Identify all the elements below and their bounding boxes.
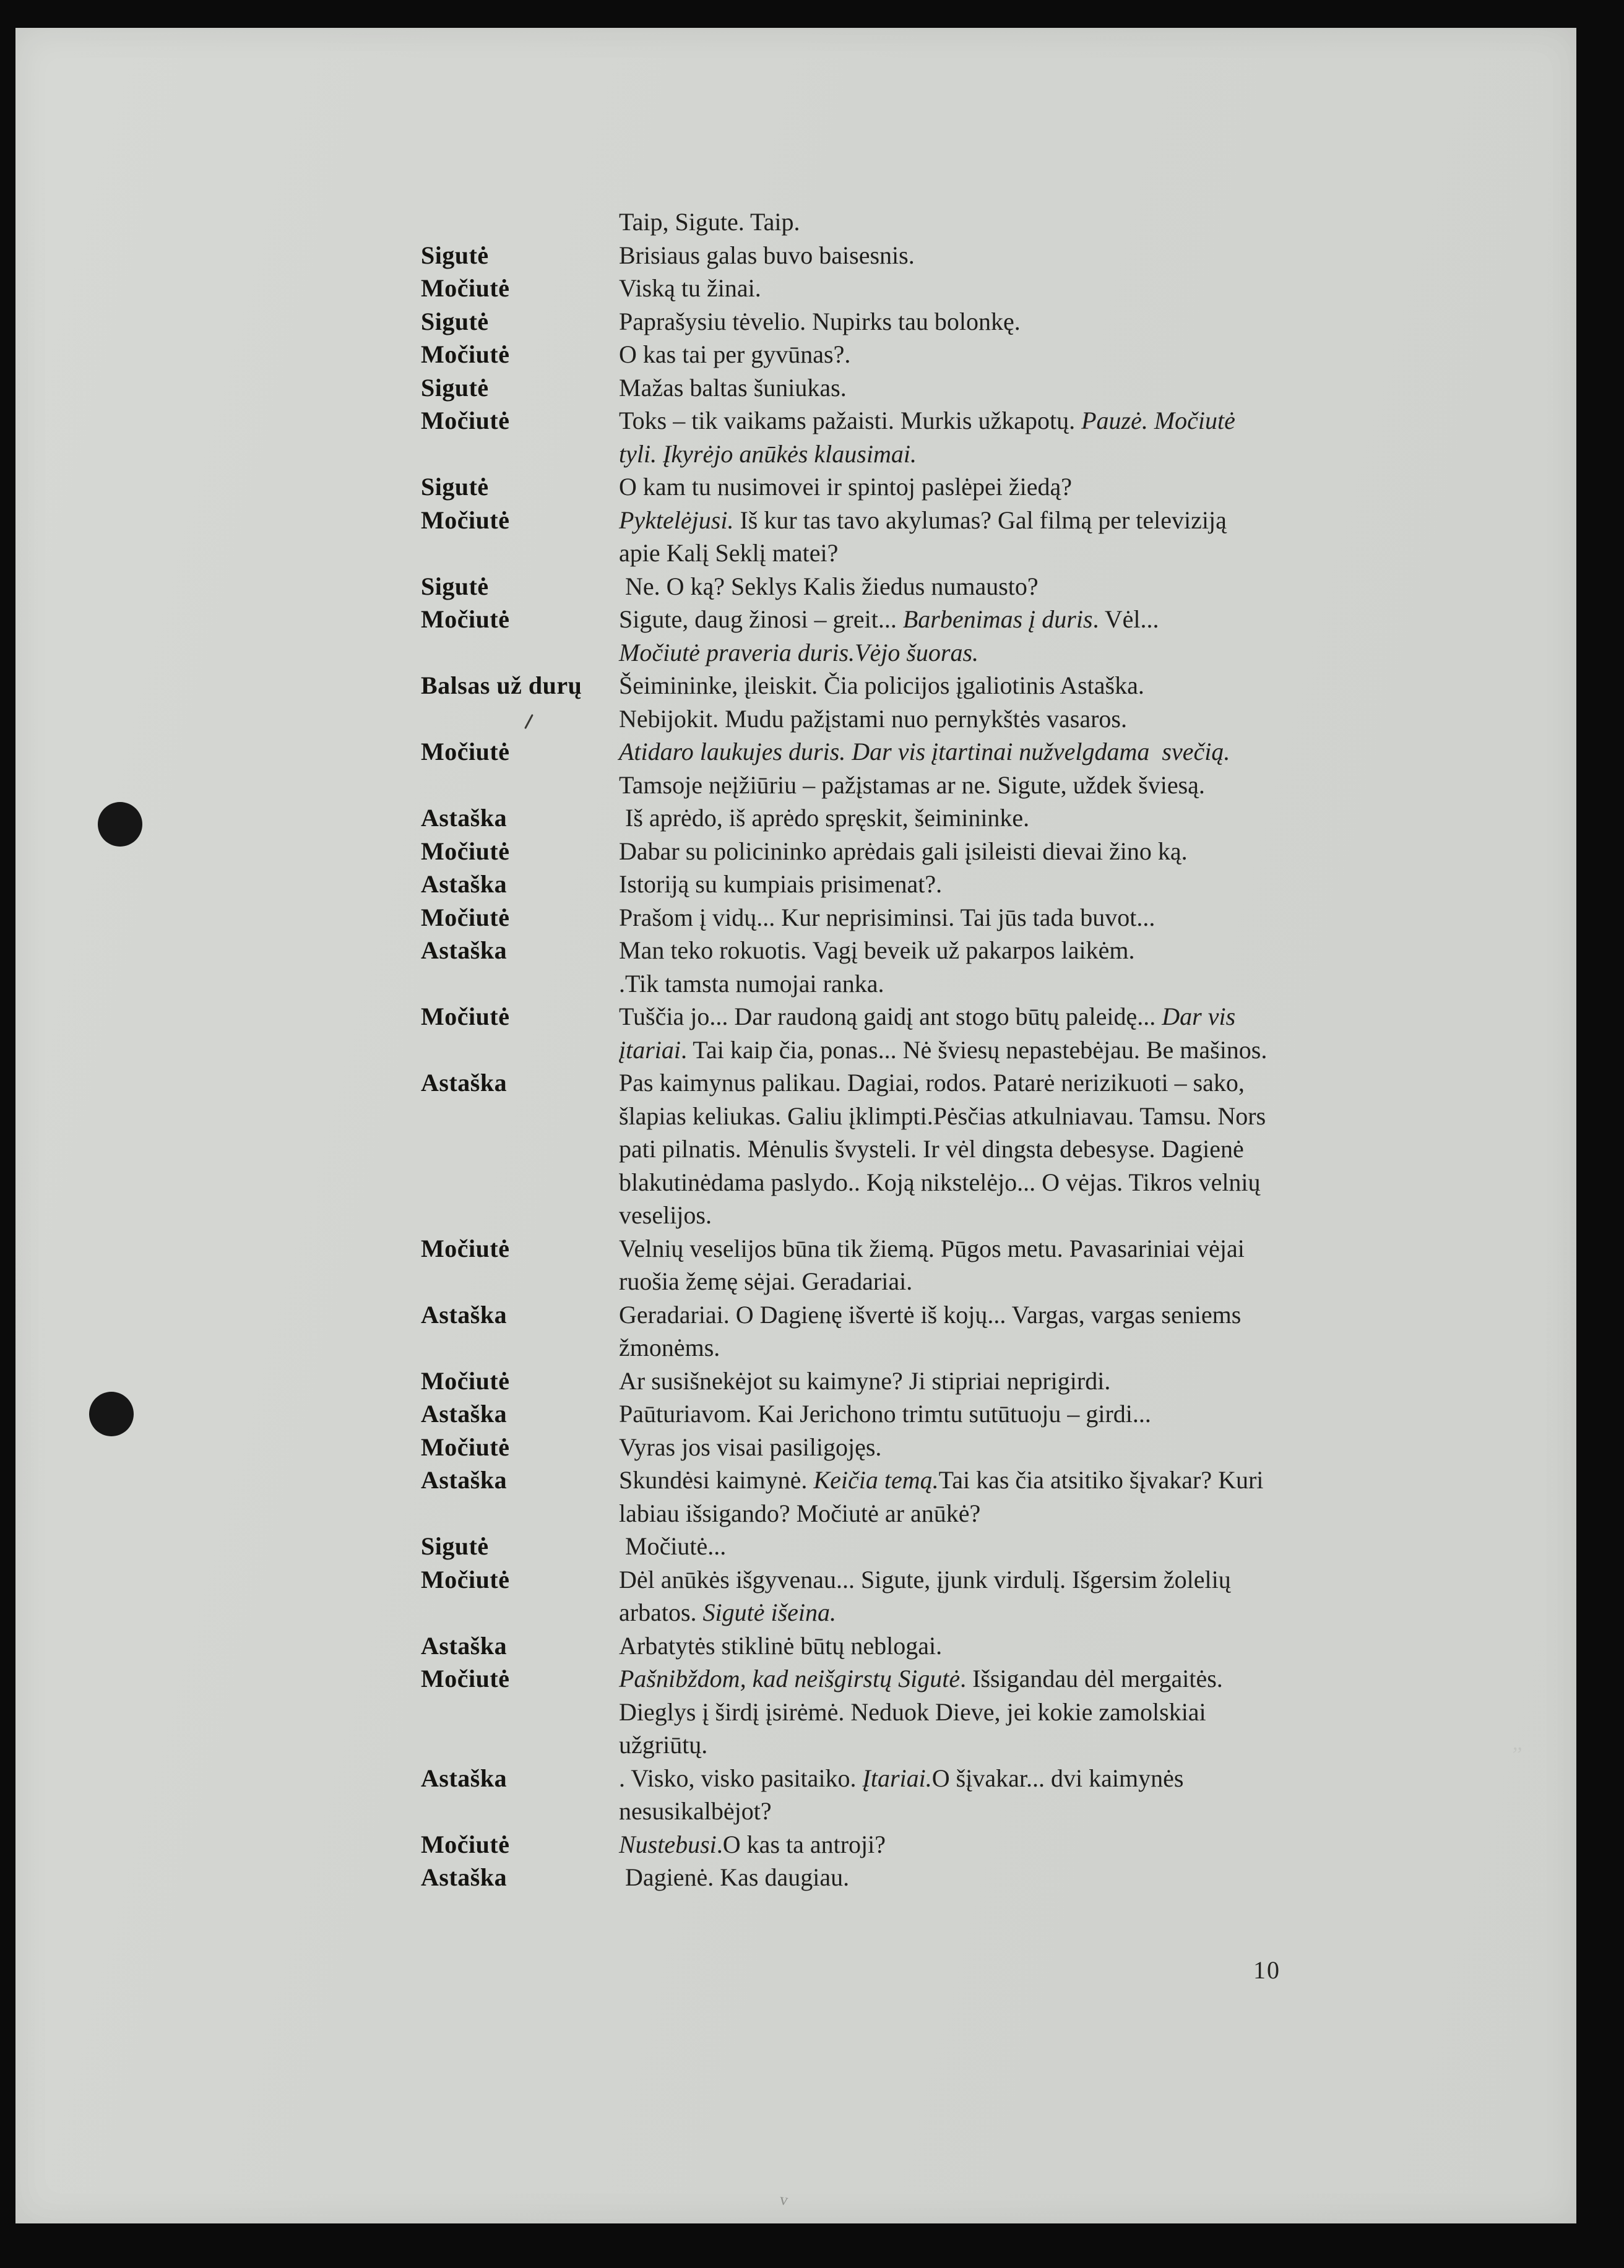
dialogue-row <box>421 669 1498 735</box>
dialogue-line: Taip, Sigute. Taip. <box>619 208 800 236</box>
dialogue-text <box>619 603 1498 669</box>
dialogue-text <box>619 801 1498 835</box>
dialogue-row <box>421 371 1498 405</box>
dialogue-row <box>421 1397 1498 1431</box>
smudge-mark: v <box>779 2190 790 2209</box>
dialogue-row <box>421 338 1498 371</box>
dialogue-text <box>619 868 1498 901</box>
speaker-label: Astaška <box>421 804 508 832</box>
dialogue-line: Nustebusi.O kas ta antroji? <box>619 1830 886 1858</box>
dialogue-text <box>619 338 1498 371</box>
dialogue-row <box>421 801 1498 835</box>
speaker-label: Močiutė <box>421 1433 510 1461</box>
speaker-label: Močiutė <box>421 506 510 534</box>
dialogue-line: žmonėms. <box>619 1334 720 1361</box>
dialogue-line: Velnių veselijos būna tik žiemą. Pūgos metu. Pavasariniai vėjai <box>619 1234 1245 1262</box>
dialogue-text <box>619 1762 1498 1828</box>
speaker-label: Močiutė <box>421 605 510 633</box>
dialogue-text <box>619 1464 1498 1530</box>
dialogue-line: Pašnibždom, kad neišgirstų Sigutė. Išsigandau dėl mergaitės. <box>619 1665 1223 1692</box>
dialogue-text <box>619 1662 1498 1762</box>
dialogue-text <box>619 1629 1498 1663</box>
dialogue-row <box>421 1563 1498 1629</box>
dialogue-line: Tuščia jo... Dar raudoną gaidį ant stogo būtų paleidę... Dar vis <box>619 1002 1236 1030</box>
dialogue-row <box>421 868 1498 901</box>
dialogue-row <box>421 470 1498 504</box>
dialogue-line: veselijos. <box>619 1201 712 1229</box>
dialogue-line: arbatos. Sigutė išeina. <box>619 1598 837 1626</box>
speaker-label: Astaška <box>421 1300 508 1329</box>
dialogue-text <box>619 1828 1498 1861</box>
dialogue-line: O kam tu nusimovei ir spintoj paslėpei žiedą? <box>619 473 1073 501</box>
dialogue-row <box>421 305 1498 338</box>
dialogue-line: Pas kaimynus palikau. Dagiai, rodos. Patarė nerizikuoti – sako, <box>619 1069 1245 1097</box>
dialogue-row <box>421 603 1498 669</box>
hole-punch-top <box>98 802 142 847</box>
dialogue-row <box>421 504 1498 570</box>
speaker-label: Močiutė <box>421 274 510 302</box>
dialogue-row <box>421 1000 1498 1066</box>
speaker-label: Močiutė <box>421 407 510 434</box>
dialogue-row <box>421 239 1498 272</box>
speaker-label: Sigutė <box>421 307 489 335</box>
dialogue-line: .Tik tamsta numojai ranka. <box>619 969 884 998</box>
dialogue-line: šlapias keliukas. Galiu įklimpti.Pėsčias atkulniavau. Tamsu. Nors <box>619 1102 1266 1130</box>
dialogue-text <box>619 371 1498 405</box>
dialogue-line: O kas tai per gyvūnas?. <box>619 340 851 368</box>
dialogue-text <box>619 1365 1498 1398</box>
dialogue-line: užgriūtų. <box>619 1731 708 1759</box>
dialogue-row <box>421 835 1498 868</box>
dialogue-line: Iš aprėdo, iš aprėdo spręskit, šeimininke. <box>619 804 1030 832</box>
speaker-label: Balsas už durų <box>421 671 582 699</box>
dialogue-line: Geradariai. O Dagienę išvertė iš kojų... Vargas, vargas seniems <box>619 1300 1242 1329</box>
dialogue-line: Paprašysiu tėvelio. Nupirks tau bolonkę. <box>619 307 1021 335</box>
dialogue-line: Nebijokit. Mudu pažįstami nuo pernykštės vasaros. <box>619 704 1127 733</box>
dialogue-row <box>421 1431 1498 1464</box>
speaker-label: Močiutė <box>421 1665 510 1692</box>
dialogue-row <box>421 934 1498 1000</box>
dialogue-line: Dagienė. Kas daugiau. <box>619 1863 850 1891</box>
dialogue-line: nesusikalbėjot? <box>619 1797 772 1825</box>
dialogue-line: blakutinėdama paslydo.. Koją nikstelėjo... O vėjas. Tikros velnių <box>619 1168 1261 1196</box>
dialogue-text <box>619 1066 1498 1232</box>
dialogue-row <box>421 1464 1498 1530</box>
dialogue-line: Ne. O ką? Seklys Kalis žiedus numausto? <box>619 572 1039 600</box>
speaker-label: Astaška <box>421 1631 508 1660</box>
speaker-label: Močiutė <box>421 340 510 368</box>
page <box>15 28 1576 2223</box>
dialogue-line: pati pilnatis. Mėnulis švysteli. Ir vėl dingsta debesyse. Dagienė <box>619 1135 1244 1163</box>
dialogue-text <box>619 504 1498 570</box>
speaker-label <box>421 205 619 239</box>
dialogue-text <box>619 934 1498 1000</box>
dialogue-line: Dėl anūkės išgyvenau... Sigute, įjunk virdulį. Išgersim žolelių <box>619 1565 1231 1593</box>
dialogue-text <box>619 669 1498 735</box>
dialogue-row <box>421 205 1498 239</box>
dialogue-line: Mažas baltas šuniukas. <box>619 373 847 402</box>
dialogue-text <box>619 1563 1498 1629</box>
dialogue-row <box>421 1828 1498 1861</box>
dialogue-text <box>619 1397 1498 1431</box>
dialogue-text <box>619 1861 1498 1894</box>
speaker-label: Astaška <box>421 1863 508 1891</box>
dialogue-row <box>421 1066 1498 1232</box>
dialogue-text <box>619 1232 1498 1298</box>
speaker-label: Močiutė <box>421 1565 510 1593</box>
speaker-label: Močiutė <box>421 1002 510 1030</box>
dialogue-text <box>619 470 1498 504</box>
dialogue-row <box>421 1232 1498 1298</box>
dialogue-text <box>619 272 1498 305</box>
speaker-label: Močiutė <box>421 1234 510 1262</box>
dialogue-line: Man teko rokuotis. Vagį beveik už pakarpos laikėm. <box>619 936 1135 964</box>
dialogue-line: Močiutė praveria duris.Vėjo šuoras. <box>619 638 979 666</box>
dialogue-text <box>619 901 1498 934</box>
dialogue-row <box>421 735 1498 801</box>
dialogue-line: Ar susišnekėjot su kaimyne? Ji stipriai neprigirdi. <box>619 1366 1111 1395</box>
dialogue-text <box>619 404 1498 470</box>
dialogue-line: Močiutė... <box>619 1532 727 1560</box>
speaker-label: Sigutė <box>421 572 489 600</box>
dialogue-row <box>421 1298 1498 1365</box>
dialogue-line: Viską tu žinai. <box>619 274 761 302</box>
dialogue-line: Dabar su policininko aprėdais gali įsileisti dievai žino ką. <box>619 837 1188 865</box>
dialogue-line: Brisiaus galas buvo baisesnis. <box>619 241 915 269</box>
speaker-label: Močiutė <box>421 738 510 765</box>
dialogue-line: ruošia žemę sėjai. Geradariai. <box>619 1267 913 1295</box>
speaker-label: Močiutė <box>421 837 510 865</box>
speaker-label: Sigutė <box>421 1532 489 1560</box>
dialogue-line: Šeimininke, įleiskit. Čia policijos įgaliotinis Astaška. <box>619 671 1144 699</box>
dialogue-line: apie Kalį Seklį matei? <box>619 539 839 567</box>
speaker-label: Astaška <box>421 1400 508 1428</box>
dialogue-line: . Visko, visko pasitaiko. Įtariai.O šįvakar... dvi kaimynės <box>619 1764 1184 1792</box>
dialogue-text <box>619 205 1498 239</box>
dialogue-text <box>619 239 1498 272</box>
dialogue-line: Tamsoje neįžiūriu – pažįstamas ar ne. Sigute, uždek šviesą. <box>619 770 1205 799</box>
dialogue-line: tyli. Įkyrėjo anūkės klausimai. <box>619 439 917 468</box>
dialogue-line: Istoriją su kumpiais prisimenat?. <box>619 870 943 898</box>
dialogue-text <box>619 305 1498 338</box>
dialogue-line: Arbatytės stiklinė būtų neblogai. <box>619 1631 943 1660</box>
dialogue-line: Atidaro laukujes duris. Dar vis įtartinai nužvelgdama svečią. <box>619 738 1230 765</box>
emboss-mark: ’’ <box>1510 1743 1522 1766</box>
dialogue-text <box>619 1431 1498 1464</box>
dialogue-line: Skundėsi kaimynė. Keičia temą.Tai kas čia atsitiko šįvakar? Kuri <box>619 1466 1264 1494</box>
speaker-label: Astaška <box>421 1764 508 1792</box>
speaker-label: Sigutė <box>421 241 489 269</box>
dialogue-line: Prašom į vidų... Kur neprisiminsi. Tai jūs tada buvot... <box>619 903 1155 931</box>
dialogue-line: Dieglys į širdį įsirėmė. Neduok Dieve, jei kokie zamolskiai <box>619 1697 1206 1726</box>
dialogue-text <box>619 835 1498 868</box>
dialogue-row <box>421 272 1498 305</box>
speaker-label: Sigutė <box>421 373 489 402</box>
speaker-label: Astaška <box>421 1069 508 1097</box>
dialogue-row <box>421 1530 1498 1563</box>
page-number: 10 <box>1253 1956 1281 1984</box>
speaker-label: Sigutė <box>421 473 489 501</box>
dialogue-line: labiau išsigando? Močiutė ar anūkė? <box>619 1499 981 1527</box>
dialogue-line: Pyktelėjusi. Iš kur tas tavo akylumas? Gal filmą per televiziją <box>619 506 1227 534</box>
speaker-label: Močiutė <box>421 1830 510 1858</box>
dialogue-row <box>421 1861 1498 1894</box>
dialogue-row <box>421 901 1498 934</box>
dialogue-row <box>421 1365 1498 1398</box>
speaker-label: Močiutė <box>421 903 510 931</box>
dialogue-row <box>421 1762 1498 1828</box>
dialogue-line: Paūturiavom. Kai Jerichono trimtu sutūtuoju – girdi... <box>619 1400 1151 1428</box>
dialogue-line: Sigute, daug žinosi – greit... Barbenimas į duris. Vėl... <box>619 605 1159 633</box>
dialogue-row <box>421 404 1498 470</box>
dialogue-text <box>619 1530 1498 1563</box>
speaker-label: Astaška <box>421 870 508 898</box>
hole-punch-bottom <box>89 1392 134 1436</box>
script-body <box>421 205 1498 1894</box>
dialogue-text <box>619 735 1498 801</box>
dialogue-row <box>421 1629 1498 1663</box>
dialogue-text <box>619 1298 1498 1365</box>
dialogue-line: įtariai. Tai kaip čia, ponas... Nė šviesų nepastebėjau. Be mašinos. <box>619 1035 1268 1064</box>
dialogue-line: Toks – tik vaikams pažaisti. Murkis užkapotų. Pauzė. Močiutė <box>619 407 1235 434</box>
dialogue-row <box>421 1662 1498 1762</box>
speaker-label: Astaška <box>421 1466 508 1494</box>
dialogue-text <box>619 1000 1498 1066</box>
dialogue-row <box>421 570 1498 603</box>
dialogue-line: Vyras jos visai pasiligojęs. <box>619 1433 882 1461</box>
dialogue-text <box>619 570 1498 603</box>
speaker-label: Astaška <box>421 936 508 964</box>
speaker-label: Močiutė <box>421 1366 510 1395</box>
